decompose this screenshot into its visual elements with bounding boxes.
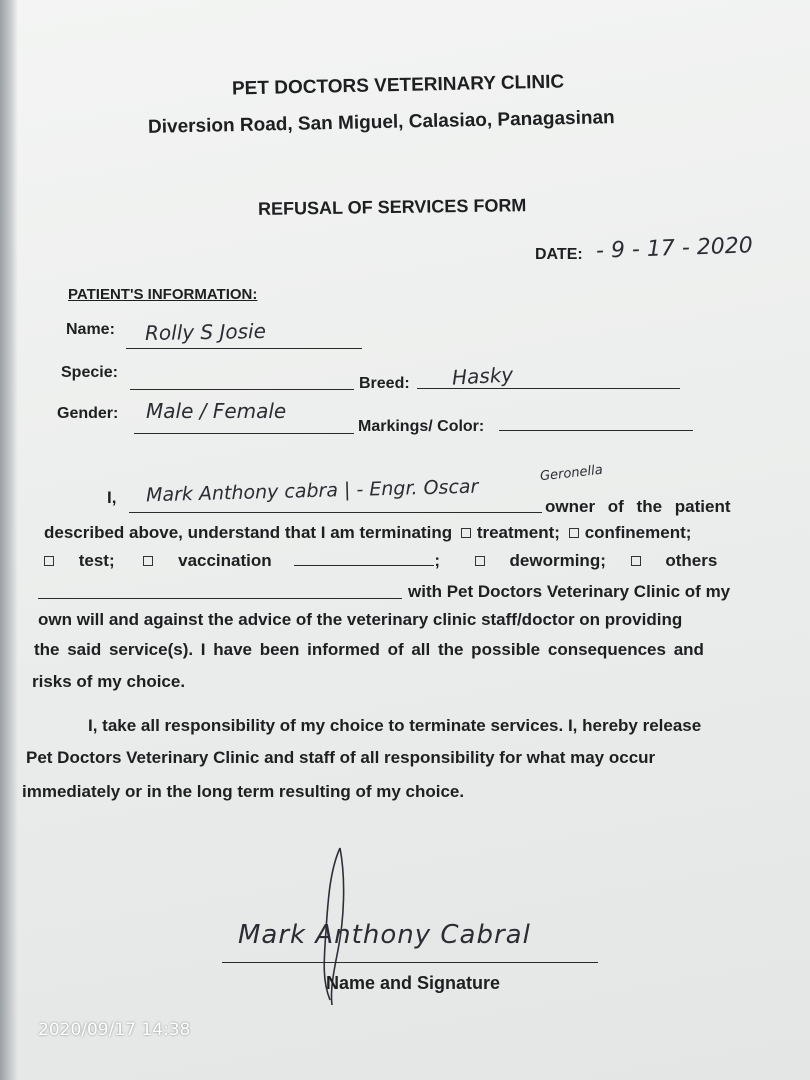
others-label: others xyxy=(665,551,718,570)
terminating-text: described above, understand that I am terminating xyxy=(44,523,453,542)
form-title: REFUSAL OF SERVICES FORM xyxy=(257,195,527,219)
statement-line-7: risks of my choice. xyxy=(32,672,186,691)
vaccination-label: vaccination xyxy=(178,551,272,570)
specie-label: Specie: xyxy=(61,364,118,381)
others-field-line[interactable] xyxy=(38,598,402,599)
gender-field-value[interactable]: Male / Female xyxy=(146,399,287,423)
markings-label: Markings/ Color: xyxy=(358,418,485,435)
signature-label: Name and Signature xyxy=(326,973,501,993)
statement-line-6: the said service(s). I have been informed of all the possible consequences and xyxy=(34,640,704,659)
breed-label: Breed: xyxy=(359,375,410,392)
date-label: DATE: xyxy=(535,246,583,263)
statement-line-5: own will and against the advice of the veterinary clinic staff/doctor on providing xyxy=(38,610,683,629)
vaccination-field-line[interactable] xyxy=(294,551,434,566)
release-line-3: immediately or in the long term resulting of my choice. xyxy=(22,782,465,801)
photo-timestamp: 2020/09/17 14:38 xyxy=(38,1020,191,1040)
date-value: - 9 - 17 - 2020 xyxy=(595,233,754,264)
treatment-label: treatment; xyxy=(476,523,560,542)
statement-line-2 xyxy=(44,523,691,543)
statement-line-3 xyxy=(44,551,756,571)
deworming-label: deworming; xyxy=(509,551,606,570)
owner-names-value[interactable]: Mark Anthony cabra | - Engr. Oscar xyxy=(145,475,479,507)
specie-field-line xyxy=(130,389,354,390)
markings-field-line xyxy=(499,430,693,431)
signature-line xyxy=(222,962,598,963)
clinic-name: PET DOCTORS VETERINARY CLINIC xyxy=(231,71,565,100)
treatment-checkbox[interactable] xyxy=(461,528,471,538)
gender-field-line xyxy=(134,433,354,434)
owner-names-extra: Geronella xyxy=(539,462,604,485)
clinic-address: Diversion Road, San Miguel, Calasiao, Panagasinan xyxy=(147,107,615,138)
confinement-label: confinement; xyxy=(584,523,692,542)
test-label: test; xyxy=(78,551,115,570)
vaccination-checkbox[interactable] xyxy=(143,556,153,566)
gender-label: Gender: xyxy=(57,405,119,422)
vaccination-semicolon: ; xyxy=(434,551,441,570)
with-clinic-text: with Pet Doctors Veterinary Clinic of my xyxy=(408,582,731,601)
confinement-checkbox[interactable] xyxy=(569,528,579,538)
others-checkbox[interactable] xyxy=(631,556,641,566)
release-line-2: Pet Doctors Veterinary Clinic and staff of all responsibility for what may occur xyxy=(26,748,656,767)
deworming-checkbox[interactable] xyxy=(475,556,485,566)
name-field-value[interactable]: Rolly S Josie xyxy=(144,318,267,346)
name-field-line xyxy=(126,348,362,349)
signed-name: Mark Anthony Cabral xyxy=(238,920,531,950)
release-line-1: I, take all responsibility of my choice to terminate services. I, hereby release xyxy=(88,716,702,735)
name-label: Name: xyxy=(66,321,115,338)
test-checkbox[interactable] xyxy=(44,556,54,566)
owner-of-patient-text: owner of the patient xyxy=(545,497,731,516)
owner-field-line xyxy=(129,512,542,513)
breed-field-value[interactable]: Hasky xyxy=(451,362,514,390)
statement-i-label: I, xyxy=(107,488,117,507)
paper-edge-shadow xyxy=(0,0,18,1080)
patient-section-label: PATIENT'S INFORMATION: xyxy=(68,286,258,303)
